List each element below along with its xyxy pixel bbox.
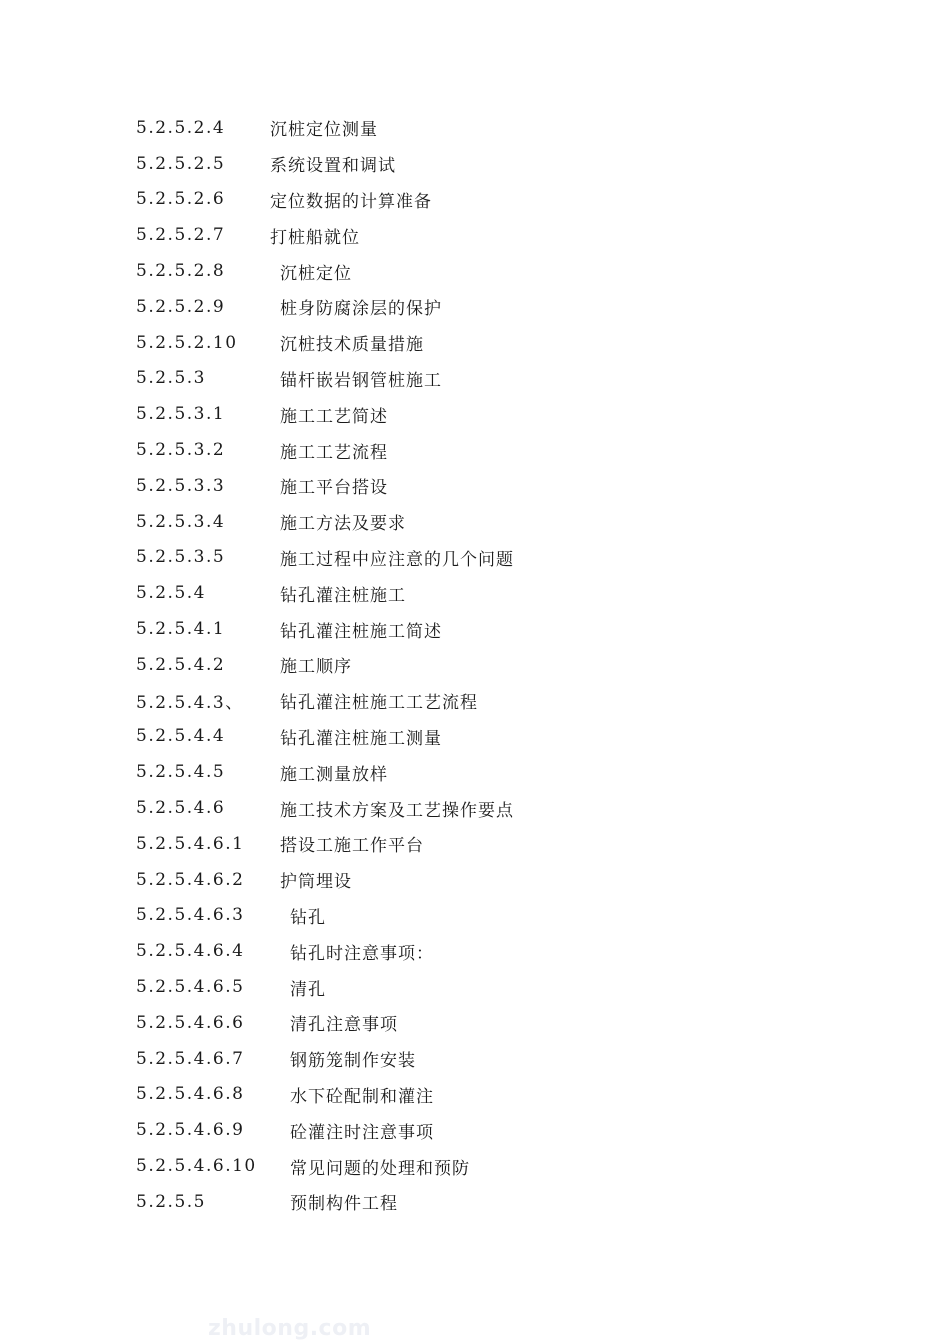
toc-entry-number: 5.2.5.4.2 [136, 654, 226, 675]
toc-entry-title: 钻孔时注意事项： [290, 943, 434, 964]
toc-entry [136, 1112, 836, 1148]
toc-entry [136, 361, 836, 397]
toc-entry [136, 432, 836, 468]
toc-entry-number: 5.2.5.4.6.2 [136, 869, 245, 890]
toc-entry-number: 5.2.5.5 [136, 1191, 206, 1212]
toc-entry-number: 5.2.5.4.1 [136, 619, 226, 640]
toc-entry-number: 5.2.5.3.2 [136, 440, 226, 461]
toc-entry-number: 5.2.5.4.3、 [136, 693, 244, 714]
toc-entry [136, 540, 836, 576]
toc-entry [136, 611, 836, 647]
toc-entry-title: 施工工艺简述 [280, 406, 388, 427]
toc-entry-number: 5.2.5.4.6.10 [136, 1156, 257, 1176]
toc-entry-title: 钻孔灌注桩施工测量 [280, 728, 442, 749]
toc-entry-title: 钻孔 [290, 907, 326, 928]
toc-entry-number: 5.2.5.4.6.7 [136, 1048, 245, 1069]
toc-entry-number: 5.2.5.4.6.1 [136, 833, 245, 854]
toc-entry-number: 5.2.5.3.3 [136, 475, 226, 496]
toc-entry-number: 5.2.5.2.6 [136, 189, 226, 210]
toc-entry [136, 790, 836, 826]
toc-entry-title: 水下砼配制和灌注 [290, 1086, 434, 1107]
toc-entry [136, 898, 836, 934]
toc-entry-number: 5.2.5.4.6.6 [136, 1012, 245, 1033]
toc-entry-title: 施工测量放样 [280, 764, 388, 785]
toc-entry-number: 5.2.5.3.5 [136, 547, 226, 568]
toc-entry [136, 647, 836, 683]
toc-entry-number: 5.2.5.2.8 [136, 261, 226, 282]
toc-entry-number: 5.2.5.4.6.3 [136, 905, 245, 926]
toc-entry [136, 1005, 836, 1041]
toc-entry-number: 5.2.5.4 [136, 583, 206, 604]
toc-entry [136, 217, 836, 253]
toc-entry-title: 清孔注意事项 [290, 1015, 398, 1036]
toc-entry-number: 5.2.5.4.6.4 [136, 941, 245, 962]
toc-entry [136, 1041, 836, 1077]
toc-entry [136, 110, 836, 146]
toc-entry-number: 5.2.5.4.6.5 [136, 977, 245, 998]
toc-entry [136, 504, 836, 540]
toc-entry-title: 锚杆嵌岩钢管桩施工 [280, 370, 442, 391]
toc-entry-title: 打桩船就位 [270, 227, 360, 248]
toc-entry-number: 5.2.5.4.6.9 [136, 1120, 245, 1141]
toc-entry-title: 沉桩技术质量措施 [280, 335, 424, 356]
toc-entry [136, 862, 836, 898]
toc-entry-title: 常见问题的处理和预防 [290, 1158, 470, 1179]
toc-entry-number: 5.2.5.2.9 [136, 296, 226, 317]
toc-entry-number: 5.2.5.2.10 [136, 332, 238, 353]
toc-entry-title: 施工过程中应注意的几个问题 [280, 549, 514, 570]
toc-entry-title: 施工顺序 [280, 657, 352, 678]
toc-entry-title: 沉桩定位 [280, 263, 352, 284]
toc-entry [136, 325, 836, 361]
toc-entry [136, 396, 836, 432]
toc-entry [136, 826, 836, 862]
toc-entry-number: 5.2.5.3.1 [136, 404, 226, 425]
toc-entry [136, 1184, 836, 1220]
toc-entry-number: 5.2.5.2.7 [136, 225, 226, 246]
toc-entry [136, 575, 836, 611]
toc-entry-title: 钻孔灌注桩施工简述 [280, 621, 442, 642]
toc-entry [136, 933, 836, 969]
toc-entry-number: 5.2.5.2.4 [136, 117, 226, 138]
toc-entry-title: 钻孔灌注桩施工 [280, 585, 406, 606]
toc-entry-title: 系统设置和调试 [270, 156, 396, 177]
toc-entry-title: 搭设工施工作平台 [280, 836, 424, 857]
toc-entry-number: 5.2.5.4.6 [136, 798, 226, 819]
toc-entry-title: 施工工艺流程 [280, 442, 388, 463]
toc-entry [136, 146, 836, 182]
toc-entry-title: 砼灌注时注意事项 [290, 1122, 434, 1143]
toc-entry-title: 清孔 [290, 979, 326, 1000]
toc-entry [136, 1077, 836, 1113]
toc-entry [136, 969, 836, 1005]
toc-entry-title: 定位数据的计算准备 [270, 191, 432, 212]
toc-entry-number: 5.2.5.3 [136, 368, 206, 389]
toc-entry-title: 护筒埋设 [280, 872, 352, 893]
toc-entry-number: 5.2.5.4.6.8 [136, 1084, 245, 1105]
toc-entry-title: 预制构件工程 [290, 1194, 398, 1215]
table-of-contents [136, 110, 836, 1220]
toc-entry-number: 5.2.5.4.4 [136, 726, 226, 747]
toc-entry [136, 1148, 836, 1184]
toc-entry [136, 683, 836, 719]
toc-entry-title: 钢筋笼制作安装 [290, 1051, 416, 1072]
toc-entry-number: 5.2.5.3.4 [136, 511, 226, 532]
toc-entry-title: 钻孔灌注桩施工工艺流程 [280, 693, 478, 714]
toc-entry-title: 施工方法及要求 [280, 514, 406, 535]
toc-entry-title: 施工技术方案及工艺操作要点 [280, 800, 514, 821]
toc-entry [136, 289, 836, 325]
toc-entry-title: 桩身防腐涂层的保护 [280, 299, 442, 320]
toc-entry [136, 719, 836, 755]
toc-entry-number: 5.2.5.4.5 [136, 762, 226, 783]
toc-entry-title: 沉桩定位测量 [270, 120, 378, 141]
toc-entry [136, 182, 836, 218]
toc-entry [136, 468, 836, 504]
toc-entry [136, 754, 836, 790]
toc-entry-number: 5.2.5.2.5 [136, 153, 226, 174]
toc-entry [136, 253, 836, 289]
toc-entry-title: 施工平台搭设 [280, 478, 388, 499]
watermark: zhulong.com [208, 1316, 372, 1341]
